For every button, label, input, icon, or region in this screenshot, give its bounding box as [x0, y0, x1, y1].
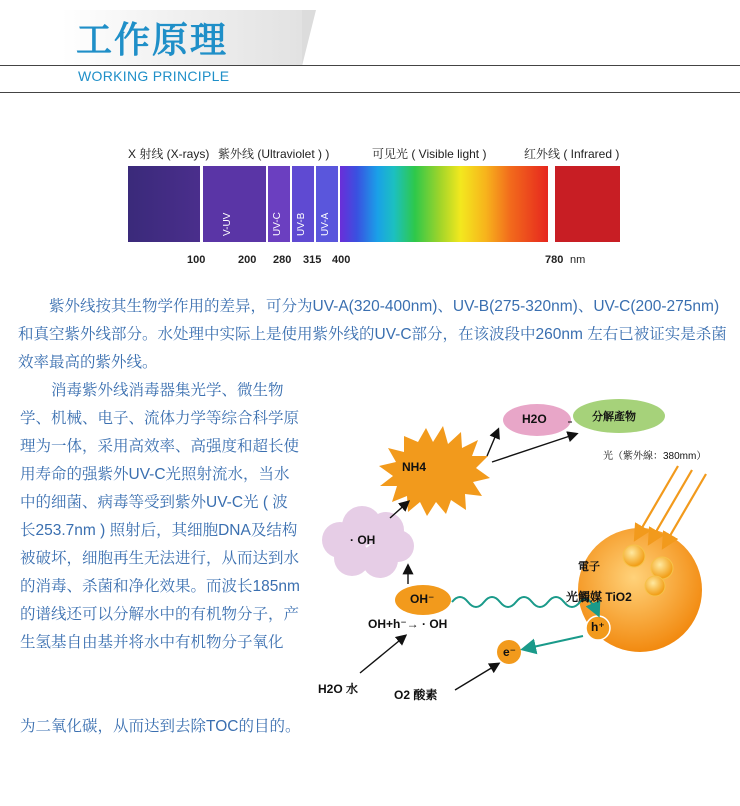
band-label-uvc: UV-C	[272, 212, 283, 236]
infrared-band	[555, 166, 620, 242]
arrow-o2-e	[455, 664, 498, 690]
water-label: H2O 水	[318, 682, 359, 696]
arrow-oh-nh4	[390, 502, 408, 518]
o2-label: O2 酸素	[394, 688, 438, 702]
band-label-vuv: V-UV	[222, 212, 233, 236]
arrow-nh4-products	[492, 434, 576, 462]
hole-label: h⁺	[591, 620, 605, 634]
oh-radical-label: · OH	[350, 533, 376, 547]
catalyst-label: 光觸媒 TiO2	[566, 590, 632, 604]
tick-200: 200	[238, 254, 257, 266]
band-label-uvb: UV-B	[296, 212, 307, 236]
tick-780: 780	[545, 254, 564, 266]
uv-label: 紫外线 (Ultraviolet ) )	[218, 147, 330, 161]
xray-label: X 射线 (X-rays)	[128, 147, 210, 161]
light-ray	[650, 470, 692, 542]
e-minus-label: e⁻	[503, 645, 517, 659]
arrow-nh4-h2o	[487, 430, 498, 456]
light-label: 光（紫外線：380mm）	[603, 451, 707, 462]
header-slash	[302, 10, 316, 66]
tick-400: 400	[332, 254, 351, 266]
arrow-tio2-e	[524, 636, 583, 649]
ir-label: 红外线 ( Infrared )	[524, 147, 620, 161]
electron-dot	[645, 576, 665, 596]
electron-label: 電子	[578, 561, 600, 573]
arrow-water-oh	[360, 636, 405, 673]
paragraph-sterilizer-end: 为二氧化碳，从而达到去除TOC的目的。	[20, 718, 301, 735]
nh4-burst	[379, 426, 490, 516]
photocatalysis-diagram	[300, 390, 740, 720]
visible-label: 可见光 ( Visible light )	[372, 147, 487, 161]
page-title: 工作原理	[76, 19, 229, 60]
tick-315: 315	[303, 254, 322, 266]
visible-band	[340, 166, 548, 242]
tick-unit: nm	[570, 254, 586, 266]
light-ray	[664, 474, 706, 546]
h2o-top-label: H2O	[522, 412, 547, 426]
reaction-label: OH+h⁻→ · OH	[368, 617, 448, 631]
tick-100: 100	[187, 254, 206, 266]
band-label-uva: UV-A	[320, 212, 331, 236]
paragraph-uv-classes: 紫外线按其生物学作用的差异，可分为UV-A(320-400nm)、UV-B(275-320nm)、UV-C(200-275nm)和真空紫外线部分。水处理中实际上是使用紫外线的UV-C部分，在该波段中260nm 左右已被证实是杀菌效率最高的紫外线。	[18, 298, 727, 371]
paragraph-sterilizer: 消毒紫外线消毒器集光学、微生物学、机械、电子、流体力学等综合科学原理为一体，采用高效率、高强度和超长使用寿命的强紫外UV-C光照射流水，当水中的细菌、病毒等受到紫外UV-C光 ( 波长253.7nm ) 照射后，其细胞DNA及结构被破坏，细胞再生无法进行，从而达到水的消毒、杀菌和净化效果。而波长185nm的谱线还可以分解水中的有机物分子，产生氢基自由基并将水中有机物分子氧化	[20, 382, 300, 651]
header-rule-top	[0, 65, 740, 66]
oh-minus-label: OH⁻	[410, 592, 435, 606]
xray-band	[128, 166, 200, 242]
light-ray	[636, 466, 678, 538]
tick-280: 280	[273, 254, 292, 266]
header-rule-bottom	[0, 92, 740, 93]
nh4-label: NH4	[402, 460, 427, 474]
products-label: 分解產物	[592, 411, 636, 423]
page-subtitle: WORKING PRINCIPLE	[78, 68, 230, 84]
electron-dot	[623, 545, 645, 567]
vuv-band	[203, 166, 266, 242]
